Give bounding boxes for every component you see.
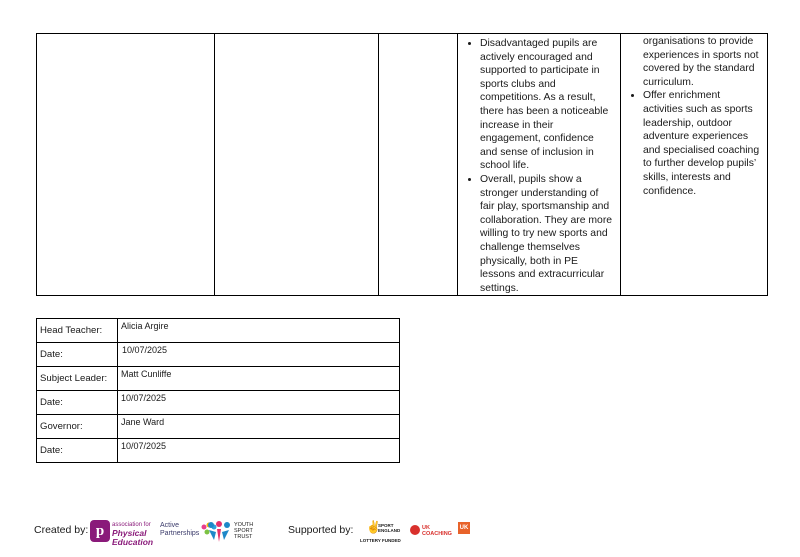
ukactive-mark: UK (458, 522, 470, 534)
sign-label: Subject Leader: (37, 367, 118, 391)
sport-england-text: SPORT ENGLAND (378, 523, 401, 533)
youth-sport-trust-icon (206, 520, 232, 544)
pe-report-table (36, 33, 768, 296)
empty-cell (379, 34, 458, 296)
sign-value: Jane Ward (118, 415, 400, 439)
sign-label: Date: (37, 343, 118, 367)
active-partnerships-logo (160, 522, 200, 538)
table-row (37, 34, 768, 296)
sign-value: 10/07/2025 (118, 391, 400, 415)
list-item: • Offer enrichment activities such as sports leadership, outdoor adventure experiences and specialised coaching to further develop pupils’ skills, interests and confidence. (643, 89, 761, 198)
table-row (37, 415, 400, 439)
empty-cell (37, 34, 215, 296)
footer (34, 518, 494, 548)
ukactive-logo (458, 522, 490, 538)
list-item: • Disadvantaged pupils are actively encouraged and supported to participate in sports clubs and competitions. As a result, there has been a noticeable increase in their engagement, confidence and sense of inclusion in school life. (480, 37, 614, 173)
table-row (37, 439, 400, 463)
next-steps-list (621, 34, 767, 198)
list-item-continuation: organisations to provide experiences in sports not covered by the standard curriculum. (643, 36, 759, 88)
sign-value: Alicia Argire (118, 319, 400, 343)
afpe-mark-icon: p (90, 520, 110, 542)
empty-cell (215, 34, 379, 296)
sign-value: 10/07/2025 (118, 343, 400, 367)
created-by-label: Created by: (34, 524, 89, 536)
lottery-text: LOTTERY FUNDED (360, 538, 401, 543)
afpe-logo (90, 518, 156, 547)
lottery-hand-icon: ✌ (366, 520, 381, 534)
table-row (37, 391, 400, 415)
table-row (37, 367, 400, 391)
youth-sport-trust-text: YOUTH SPORT TRUST (234, 522, 254, 540)
impact-cell (458, 34, 621, 296)
sign-value: Matt Cunliffe (118, 367, 400, 391)
next-steps-cell (621, 34, 768, 296)
sign-off-table (36, 318, 400, 463)
list-item: • Overall, pupils show a stronger understanding of fair play, sportsmanship and collaboration. They are more willing to try new sports and challenge themselves physically, both in PE lessons and extracurricular settings. (480, 173, 614, 295)
uk-coaching-text: UK COACHING (422, 525, 452, 537)
supported-by-label: Supported by: (288, 524, 354, 536)
uk-coaching-icon (410, 525, 420, 535)
sign-label: Governor: (37, 415, 118, 439)
afpe-name: Physical Education (112, 527, 154, 547)
uk-coaching-logo (410, 524, 450, 540)
sign-value: 10/07/2025 (118, 439, 400, 463)
impact-list (458, 34, 620, 295)
sign-label: Head Teacher: (37, 319, 118, 343)
lottery-logo (360, 520, 400, 546)
afpe-small-text: association for (112, 522, 151, 528)
table-row (37, 319, 400, 343)
sign-label: Date: (37, 439, 118, 463)
active-partnerships-text: Active Partnerships (160, 522, 200, 537)
sign-label: Date: (37, 391, 118, 415)
table-row (37, 343, 400, 367)
